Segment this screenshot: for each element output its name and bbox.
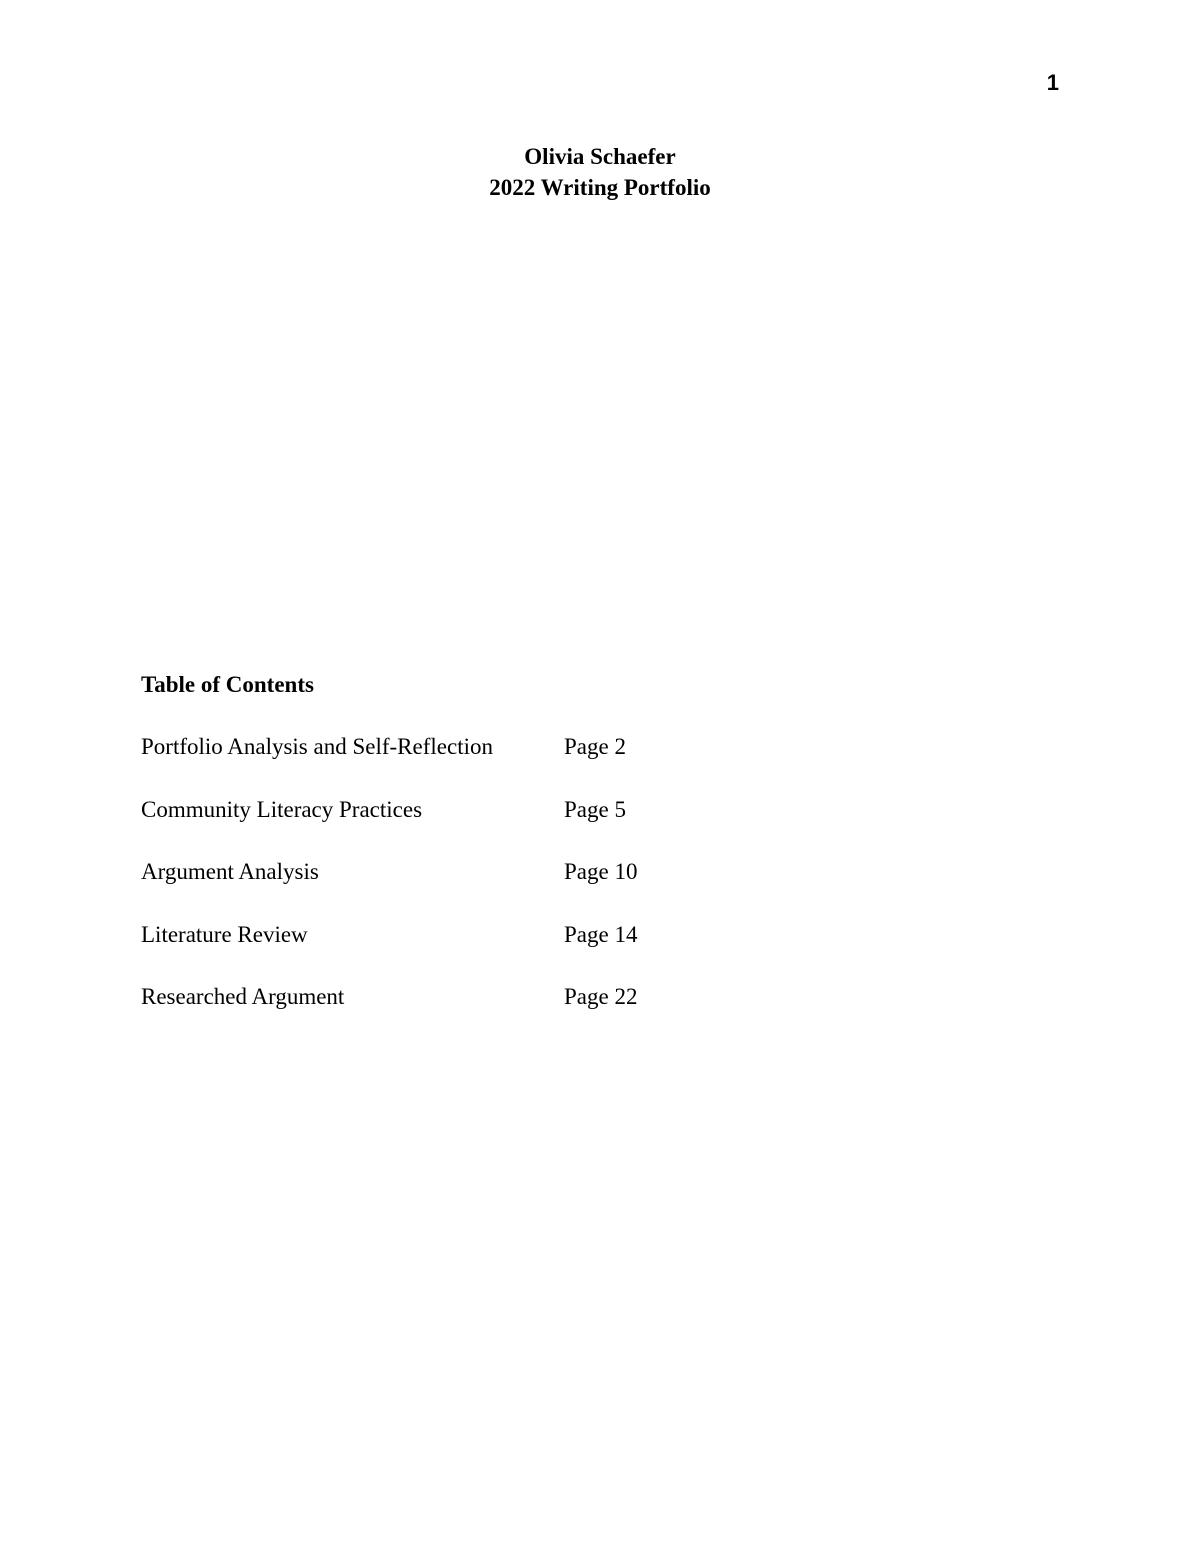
document-title: 2022 Writing Portfolio	[489, 175, 711, 200]
title-block	[0, 141, 1200, 203]
page-number: 1	[1046, 70, 1059, 95]
toc-entry	[141, 919, 841, 982]
toc-entry-page: Page 10	[564, 859, 638, 884]
author-name: Olivia Schaefer	[524, 144, 676, 169]
toc-entry-page: Page 5	[564, 796, 626, 822]
toc-entry	[141, 731, 841, 794]
toc-entry-title: Literature Review	[141, 921, 308, 947]
table-of-contents	[141, 731, 841, 1044]
toc-entry-title: Portfolio Analysis and Self-Reflection	[141, 734, 493, 759]
toc-entry-title: Community Literacy Practices	[141, 796, 423, 822]
toc-entry	[141, 856, 841, 919]
toc-entry-page: Page 14	[564, 921, 638, 947]
toc-entry-title: Researched Argument	[141, 984, 345, 1009]
toc-entry	[141, 981, 841, 1044]
toc-heading: Table of Contents	[141, 672, 314, 697]
toc-entry-title: Argument Analysis	[141, 859, 319, 884]
toc-entry-page: Page 2	[564, 734, 626, 759]
toc-entry-page: Page 22	[564, 984, 638, 1009]
toc-entry	[141, 794, 841, 857]
